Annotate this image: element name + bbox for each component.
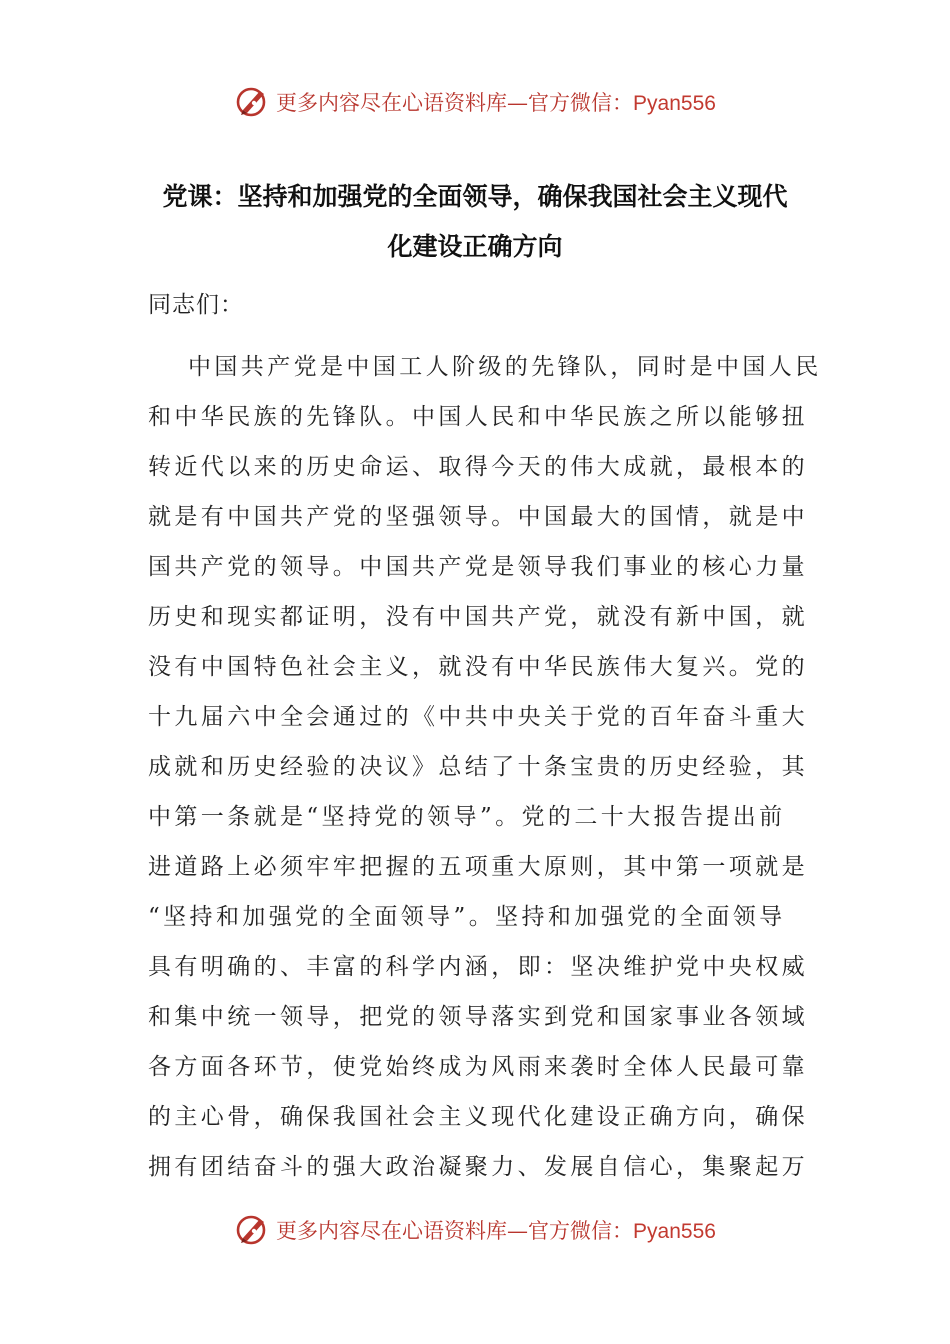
paragraph-line: 拥有团结奋斗的强大政治凝聚力、发展自信心，集聚起万 xyxy=(148,1154,808,1180)
paragraph-line: 国共产党的领导。中国共产党是领导我们事业的核心力量 xyxy=(148,554,808,580)
banner-text: 更多内容尽在心语资料库—官方微信：Pyan556 xyxy=(276,1219,716,1243)
paragraph-line: 各方面各环节，使党始终成为风雨来袭时全体人民最可靠 xyxy=(148,1054,808,1080)
footer-banner xyxy=(0,1210,950,1250)
title-line-1: 党课：坚持和加强党的全面领导，确保我国社会主义现代 xyxy=(162,182,788,211)
salutation: 同志们： xyxy=(148,292,244,318)
header-banner xyxy=(0,82,950,122)
banner-text: 更多内容尽在心语资料库—官方微信：Pyan556 xyxy=(276,91,716,115)
paragraph-line: 就是有中国共产党的坚强领导。中国最大的国情，就是中 xyxy=(148,504,808,530)
title-line-2: 化建设正确方向 xyxy=(387,232,563,261)
document-title xyxy=(148,172,802,272)
paragraph-line: 进道路上必须牢牢把握的五项重大原则，其中第一项就是 xyxy=(148,854,808,880)
pen-seal-logo-icon xyxy=(234,1212,270,1248)
paragraph-line: 中第一条就是“坚持党的领导”。党的二十大报告提出前 xyxy=(148,804,786,830)
body-paragraph xyxy=(148,347,822,1197)
pen-seal-logo-icon xyxy=(234,84,270,120)
paragraph-line: 没有中国特色社会主义，就没有中华民族伟大复兴。党的 xyxy=(148,654,808,680)
paragraph-line: 中国共产党是中国工人阶级的先锋队，同时是中国人民 xyxy=(188,354,822,380)
paragraph-line: “坚持和加强党的全面领导”。坚持和加强党的全面领导 xyxy=(148,904,786,930)
paragraph-line: 具有明确的、丰富的科学内涵，即：坚决维护党中央权威 xyxy=(148,954,808,980)
paragraph-line: 和集中统一领导，把党的领导落实到党和国家事业各领域 xyxy=(148,1004,808,1030)
paragraph-line: 和中华民族的先锋队。中国人民和中华民族之所以能够扭 xyxy=(148,404,808,430)
paragraph-line: 转近代以来的历史命运、取得今天的伟大成就，最根本的 xyxy=(148,454,808,480)
paragraph-line: 历史和现实都证明，没有中国共产党，就没有新中国，就 xyxy=(148,604,808,630)
paragraph-line: 的主心骨，确保我国社会主义现代化建设正确方向，确保 xyxy=(148,1104,808,1130)
paragraph-line: 十九届六中全会通过的《中共中央关于党的百年奋斗重大 xyxy=(148,704,808,730)
paragraph-line: 成就和历史经验的决议》总结了十条宝贵的历史经验，其 xyxy=(148,754,808,780)
